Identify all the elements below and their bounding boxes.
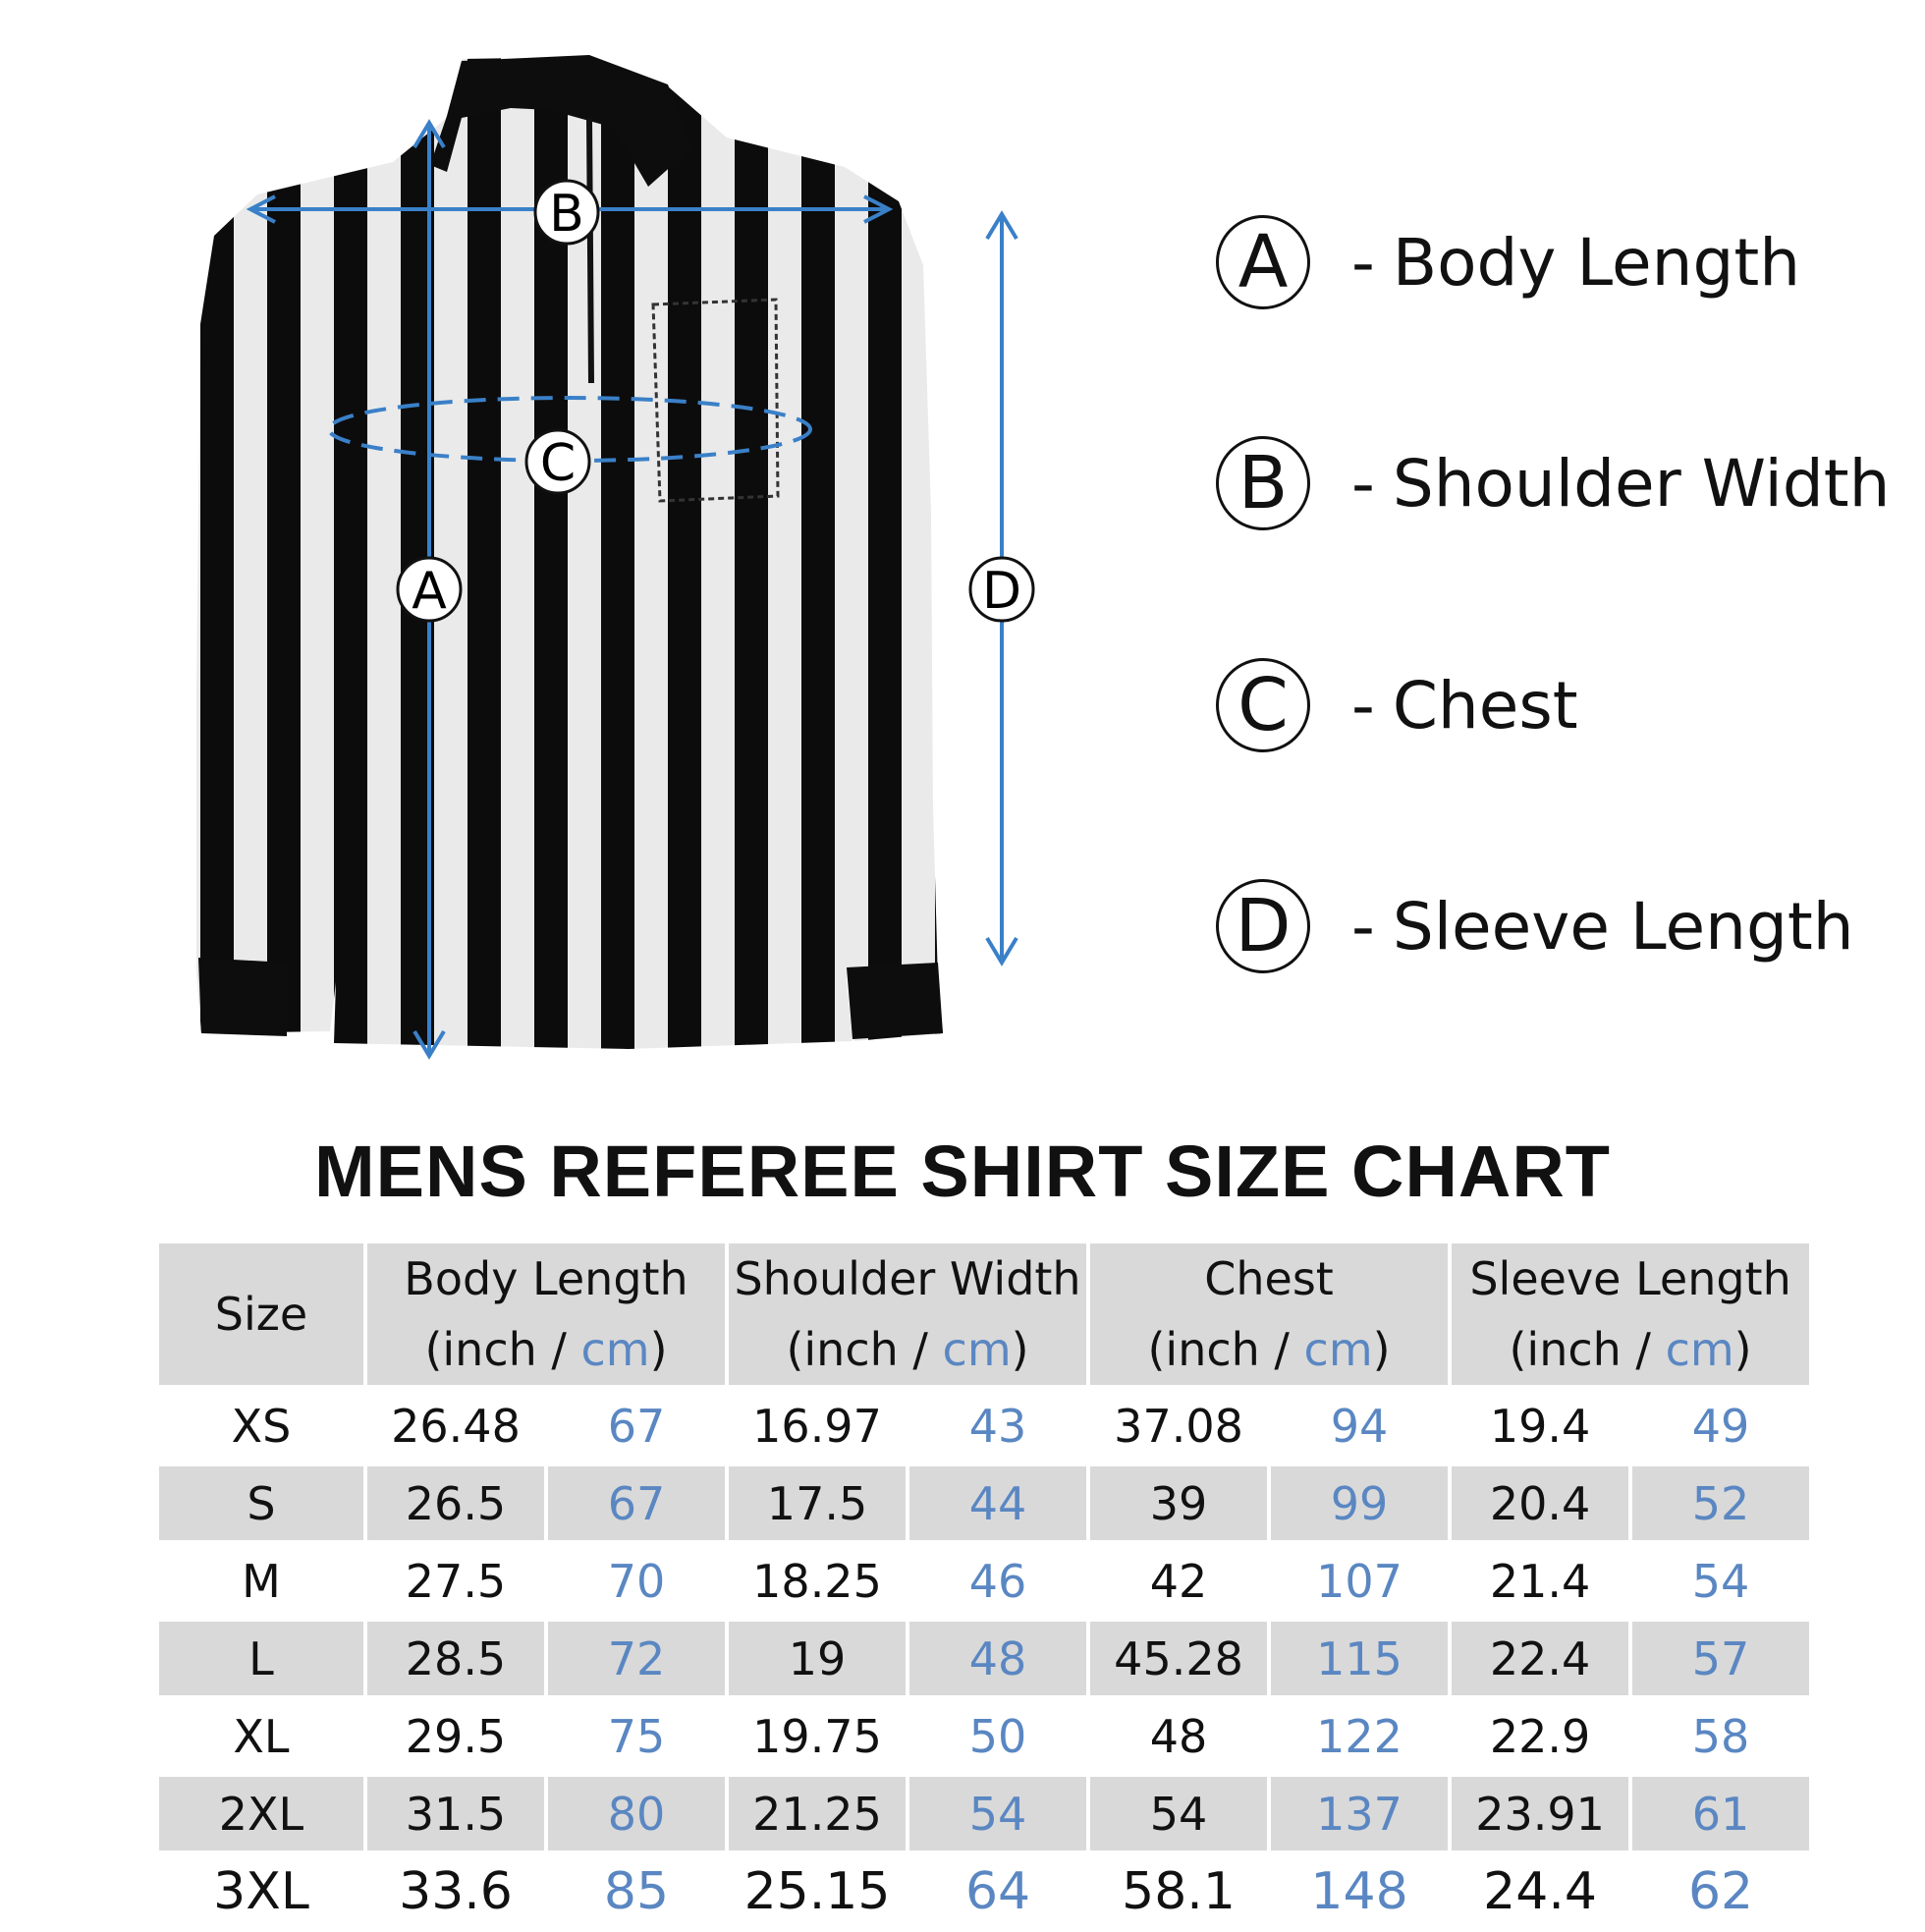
size-cell: 2XL	[159, 1777, 363, 1850]
cm-value-cell: 115	[1271, 1622, 1448, 1695]
header-column	[1452, 1243, 1809, 1385]
inch-value-cell: 33.6	[399, 1861, 513, 1921]
legend-label: Body Length	[1392, 224, 1801, 301]
size-cell: L	[159, 1622, 363, 1695]
table-row	[159, 1389, 1809, 1463]
inch-value-cell: 25.15	[743, 1861, 891, 1921]
cm-value-cell: 94	[1330, 1399, 1389, 1453]
table-row	[159, 1699, 1809, 1773]
inch-value-cell: 16.97	[752, 1399, 882, 1453]
inch-value-cell: 19.75	[752, 1709, 882, 1763]
cm-value-cell: 48	[909, 1622, 1086, 1695]
inch-value-cell: 39	[1090, 1466, 1267, 1540]
table-row	[159, 1622, 1809, 1695]
inch-value-cell: 58.1	[1122, 1861, 1236, 1921]
table-row	[159, 1466, 1809, 1540]
cm-value-cell: 148	[1310, 1861, 1408, 1921]
header-unit: (inch / cm)	[786, 1323, 1029, 1376]
cm-value-cell: 85	[603, 1861, 670, 1921]
size-cell: S	[159, 1466, 363, 1540]
legend-letter-circle: A	[1216, 215, 1310, 309]
inch-value-cell: 19.4	[1489, 1399, 1591, 1453]
cm-value-cell: 54	[1691, 1554, 1750, 1608]
cm-value-cell: 122	[1316, 1709, 1402, 1763]
header-column-name: Shoulder Width	[734, 1252, 1081, 1305]
size-cell: 3XL	[213, 1861, 309, 1921]
marker-b	[535, 181, 598, 244]
inch-value-cell: 21.25	[729, 1777, 906, 1850]
cm-value-cell: 62	[1687, 1861, 1754, 1921]
size-chart-table	[155, 1240, 1813, 1932]
inch-value-cell: 29.5	[405, 1709, 507, 1763]
inch-value-cell: 31.5	[367, 1777, 544, 1850]
cm-value-cell: 57	[1632, 1622, 1809, 1695]
header-column-name: Sleeve Length	[1469, 1252, 1791, 1305]
cm-value-cell: 49	[1691, 1399, 1750, 1453]
cm-value-cell: 54	[909, 1777, 1086, 1850]
marker-a	[398, 558, 461, 621]
cm-value-cell: 61	[1632, 1777, 1809, 1850]
header-unit: (inch / cm)	[424, 1323, 668, 1376]
legend-label: Sleeve Length	[1392, 888, 1854, 965]
header-unit: (inch / cm)	[1509, 1323, 1752, 1376]
svg-text:C: C	[539, 434, 577, 493]
header-column	[367, 1243, 725, 1385]
cm-value-cell: 99	[1271, 1466, 1448, 1540]
legend-item-body-length	[1216, 208, 1800, 316]
cm-value-cell: 58	[1691, 1709, 1750, 1763]
inch-value-cell: 18.25	[752, 1554, 882, 1608]
legend-letter-circle: B	[1216, 436, 1310, 530]
header-column-name: Body Length	[404, 1252, 688, 1305]
size-cell: M	[242, 1554, 281, 1608]
legend-dash: -	[1351, 224, 1375, 301]
header-column-name: Chest	[1204, 1252, 1334, 1305]
inch-value-cell: 23.91	[1452, 1777, 1628, 1850]
cm-value-cell: 43	[968, 1399, 1027, 1453]
cm-value-cell: 70	[607, 1554, 666, 1608]
cm-value-cell: 137	[1271, 1777, 1448, 1850]
inch-value-cell: 21.4	[1489, 1554, 1591, 1608]
svg-text:B: B	[549, 185, 584, 244]
right-cuff	[847, 963, 943, 1039]
inch-value-cell: 54	[1090, 1777, 1267, 1850]
header-size: Size	[159, 1243, 363, 1385]
marker-d	[970, 558, 1033, 621]
table-row	[159, 1544, 1809, 1618]
header-column	[1090, 1243, 1448, 1385]
legend-label: Shoulder Width	[1392, 445, 1891, 522]
table-body	[159, 1389, 1809, 1928]
cm-value-cell: 80	[548, 1777, 725, 1850]
cm-value-cell: 67	[548, 1466, 725, 1540]
inch-value-cell: 22.4	[1452, 1622, 1628, 1695]
inch-value-cell: 26.48	[391, 1399, 521, 1453]
cm-value-cell: 46	[968, 1554, 1027, 1608]
header-column	[729, 1243, 1086, 1385]
inch-value-cell: 48	[1149, 1709, 1208, 1763]
svg-text:D: D	[981, 562, 1022, 621]
inch-value-cell: 24.4	[1483, 1861, 1597, 1921]
legend-dash: -	[1351, 888, 1375, 965]
inch-value-cell: 17.5	[729, 1466, 906, 1540]
cm-value-cell: 64	[964, 1861, 1031, 1921]
inch-value-cell: 45.28	[1090, 1622, 1267, 1695]
inch-value-cell: 19	[729, 1622, 906, 1695]
cm-value-cell: 67	[607, 1399, 666, 1453]
header-unit: (inch / cm)	[1147, 1323, 1391, 1376]
size-cell: XL	[233, 1709, 290, 1763]
legend-label: Chest	[1392, 667, 1578, 744]
size-chart-title: MENS REFEREE SHIRT SIZE CHART	[314, 1131, 1611, 1212]
cm-value-cell: 75	[607, 1709, 666, 1763]
table-row	[159, 1777, 1809, 1850]
legend-dash: -	[1351, 445, 1375, 522]
legend-letter-circle: D	[1216, 879, 1310, 973]
size-cell: XS	[231, 1399, 292, 1453]
legend-item-chest	[1216, 651, 1578, 759]
inch-value-cell: 42	[1149, 1554, 1208, 1608]
inch-value-cell: 22.9	[1489, 1709, 1591, 1763]
inch-value-cell: 26.5	[367, 1466, 544, 1540]
inch-value-cell: 20.4	[1452, 1466, 1628, 1540]
cm-value-cell: 107	[1316, 1554, 1402, 1608]
inch-value-cell: 28.5	[367, 1622, 544, 1695]
cm-value-cell: 72	[548, 1622, 725, 1695]
legend-dash: -	[1351, 667, 1375, 744]
legend-item-shoulder-width	[1216, 429, 1890, 537]
table-row	[159, 1854, 1809, 1928]
table-header-row	[159, 1243, 1809, 1385]
cm-value-cell: 44	[909, 1466, 1086, 1540]
marker-c	[526, 430, 589, 493]
cm-value-cell: 50	[968, 1709, 1027, 1763]
left-cuff	[198, 958, 287, 1036]
svg-text:A: A	[412, 562, 447, 621]
inch-value-cell: 37.08	[1114, 1399, 1243, 1453]
cm-value-cell: 52	[1632, 1466, 1809, 1540]
inch-value-cell: 27.5	[405, 1554, 507, 1608]
legend-letter-circle: C	[1216, 658, 1310, 752]
legend-item-sleeve-length	[1216, 872, 1854, 980]
zipper	[589, 118, 591, 383]
